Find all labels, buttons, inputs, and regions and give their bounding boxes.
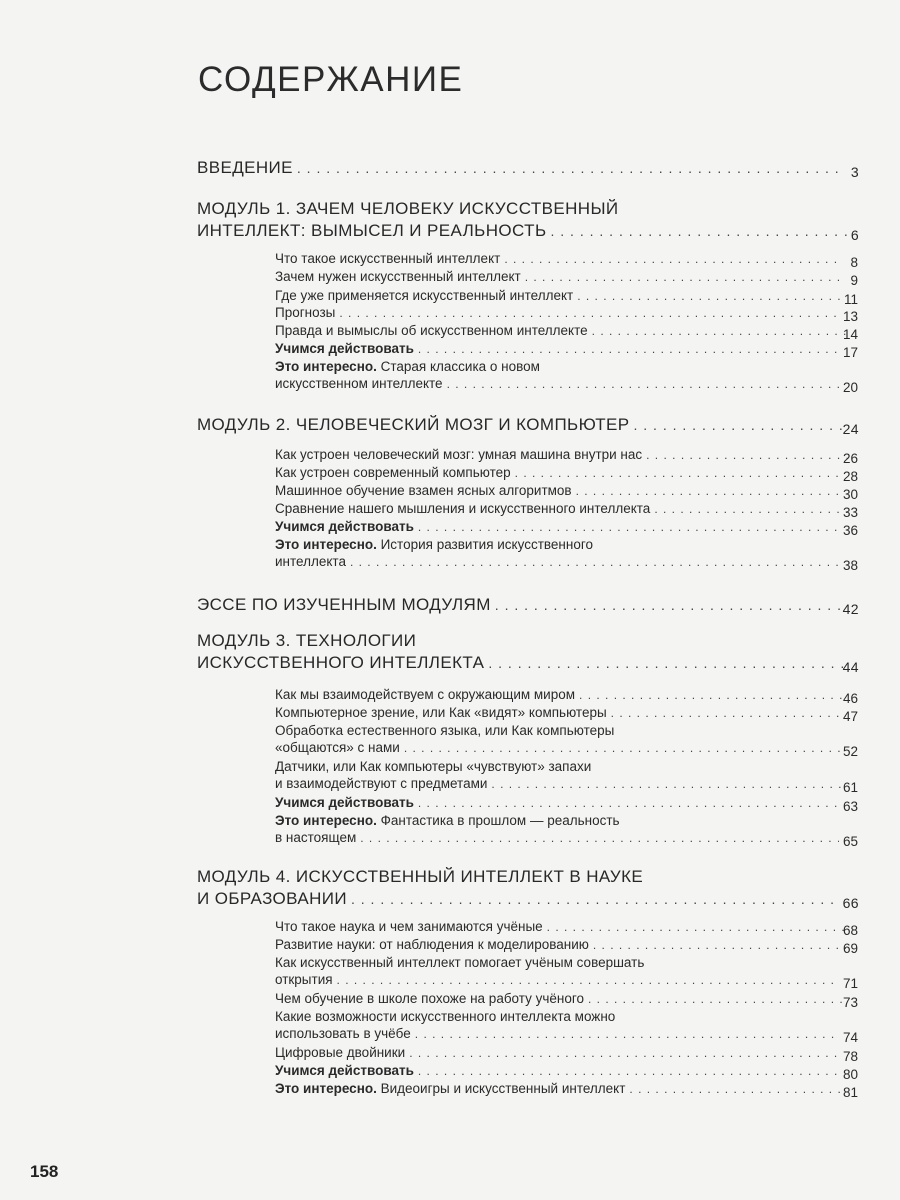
toc-section [197,630,859,674]
toc-item [275,287,858,305]
toc-page-number: 63 [842,799,858,814]
toc-item-text: Учимся действовать [275,341,414,356]
toc-item [275,686,858,704]
toc-page-number: 69 [842,941,858,956]
toc-item-text: Цифровые двойники [275,1045,406,1060]
toc-item-text: Как устроен современный компьютер [275,465,511,480]
toc-item [275,322,858,340]
dot-leader [351,888,841,910]
toc-item [275,918,858,936]
toc-page-number: 24 [842,421,859,437]
dot-leader [646,447,847,464]
dot-leader [547,919,845,936]
page-title: СОДЕРЖАНИЕ [198,60,464,99]
toc-item-text: и взаимодействуют с предметами [275,776,488,791]
toc-item-text: интеллекта [275,554,346,569]
dot-leader [339,305,838,322]
toc-page-number: 28 [842,469,858,484]
toc-page-number: 66 [842,895,859,911]
toc-item-text: Это интересно. Видеоигры и искусственный интеллект [275,1081,626,1096]
toc-item-text: ИНТЕЛЛЕКТ: ВЫМЫСЕЛ И РЕАЛЬНОСТЬ [197,221,547,240]
toc-item-text: Это интересно. История развития искусственного [275,537,593,552]
toc-item-text: Сравнение нашего мышления и искусственного интеллекта [275,501,651,516]
toc-item-text: Что такое наука и чем занимаются учёные [275,919,543,934]
toc-item-text: Где уже применяется искусственный интеллект [275,288,574,303]
toc-item-text: Правда и вымыслы об искусственном интеллекте [275,323,588,338]
toc-item-text: «общаются» с нами [275,740,400,755]
toc-item [275,518,858,536]
toc-item [275,990,858,1008]
dot-leader [577,288,845,305]
dot-leader [634,414,849,436]
toc-page-number: 8 [850,255,858,270]
toc-item [275,358,858,393]
toc-item-text: Чем обучение в школе похоже на работу учёного [275,991,584,1006]
toc-page-number: 71 [842,976,858,991]
toc-item [275,340,858,358]
toc-page-number: 46 [842,691,858,706]
toc-page-number: 61 [842,780,858,795]
toc-item-text: Учимся действовать [275,1063,414,1078]
dot-leader [409,1045,840,1062]
toc-item-text: Развитие науки: от наблюдения к моделированию [275,937,589,952]
dot-leader [350,554,838,571]
dot-leader [297,157,840,179]
dot-leader [495,594,845,616]
toc-page-number: 6 [850,227,859,243]
toc-item-text: использовать в учёбе [275,1026,411,1041]
toc-page-number: 42 [842,601,859,617]
dot-leader [588,991,846,1008]
toc-page-number: 3 [850,164,859,180]
toc-section [197,198,859,242]
toc-item [275,704,858,722]
toc-item-text: Какие возможности искусственного интеллекта можно [275,1009,616,1024]
toc-item-text: ЭССЕ ПО ИЗУЧЕННЫМ МОДУЛЯМ [197,595,491,614]
toc-item [275,536,858,571]
toc-item-text: Учимся действовать [275,519,414,534]
toc-item [275,722,858,757]
toc-item [275,464,858,482]
dot-leader [579,687,845,704]
toc-section [197,414,859,436]
toc-item-text: открытия [275,972,333,987]
toc-item-text: Как устроен человеческий мозг: умная машина внутри нас [275,447,643,462]
toc-page-number: 11 [843,292,858,307]
dot-leader [415,1026,841,1043]
toc-item [275,250,858,268]
toc-item-text: Учимся действовать [275,795,414,810]
toc-item-text: МОДУЛЬ 4. ИСКУССТВЕННЫЙ ИНТЕЛЛЕКТ В НАУКЕ [197,867,644,886]
dot-leader [491,776,842,793]
toc-section [197,594,859,616]
dot-leader [404,740,840,757]
toc-page-number: 44 [842,659,859,675]
toc-item [275,446,858,464]
toc-item [275,1062,858,1080]
dot-leader [611,705,847,722]
toc-page-number: 30 [842,487,858,502]
toc-item-text: Машинное обучение взамен ясных алгоритмов [275,483,572,498]
toc-item [275,268,858,286]
toc-item [275,482,858,500]
toc-item-text: Как искусственный интеллект помогает учёным совершать [275,955,645,970]
toc-page-number: 38 [842,558,858,573]
toc-section [197,866,859,910]
toc-item-text: в настоящем [275,830,357,845]
dot-leader [629,1081,847,1098]
dot-leader [447,376,842,393]
toc-item [275,812,858,847]
dot-leader [551,220,847,242]
toc-item-text: Что такое искусственный интеллект [275,251,501,266]
dot-leader [654,501,847,518]
dot-leader [418,519,841,536]
toc-item-text: искусственном интеллекте [275,376,443,391]
toc-item-text: Как мы взаимодействуем с окружающим миром [275,687,576,702]
toc-item-text: Обработка естественного языка, или Как компьютеры [275,723,615,738]
toc-item-text: ИСКУССТВЕННОГО ИНТЕЛЛЕКТА [197,653,485,672]
dot-leader [360,830,838,847]
toc-item-text: Зачем нужен искусственный интеллект [275,269,521,284]
toc-page-number: 65 [842,834,858,849]
toc-page-number: 36 [842,523,858,538]
dot-leader [418,341,841,358]
toc-item [275,1008,858,1043]
toc-page-number: 78 [842,1049,858,1064]
toc-item [275,1080,858,1098]
toc-page-number: 26 [842,451,858,466]
dot-leader [593,937,846,954]
toc-page-number: 52 [842,744,858,759]
toc-item-text: ВВЕДЕНИЕ [197,158,293,177]
toc-page-number: 73 [842,995,858,1010]
toc-page-number: 9 [850,273,858,288]
toc-page-number: 74 [842,1030,858,1045]
dot-leader [525,269,844,286]
dot-leader [418,795,841,812]
toc-item [275,1044,858,1062]
toc-item-text: Прогнозы [275,305,336,320]
dot-leader [504,251,843,268]
toc-item-text: МОДУЛЬ 2. ЧЕЛОВЕЧЕСКИЙ МОЗГ И КОМПЬЮТЕР [197,415,630,434]
dot-leader [515,465,844,482]
dot-leader [488,652,845,674]
toc-item [275,500,858,518]
toc-item [275,936,858,954]
toc-page-number: 17 [842,345,858,360]
toc-page-number: 81 [842,1085,858,1100]
dot-leader [592,323,846,340]
toc-item [275,304,858,322]
toc-item-text: Это интересно. Старая классика о новом [275,359,540,374]
toc-item-text: МОДУЛЬ 3. ТЕХНОЛОГИИ [197,631,417,650]
toc-page-number: 20 [842,380,858,395]
toc-item-text: Это интересно. Фантастика в прошлом — реальность [275,813,620,828]
toc-section [197,157,859,179]
toc-item [275,954,858,989]
toc-page-number: 13 [842,309,858,324]
toc-item [275,794,858,812]
toc-item-text: Датчики, или Как компьютеры «чувствуют» запахи [275,759,592,774]
toc-page-number: 14 [842,327,858,342]
dot-leader [418,1063,841,1080]
toc-item-text: Компьютерное зрение, или Как «видят» компьютеры [275,705,607,720]
page-number: 158 [30,1162,59,1181]
dot-leader [337,972,838,989]
toc-page-number: 68 [842,923,858,938]
toc-item-text: И ОБРАЗОВАНИИ [197,889,347,908]
toc-page-number: 33 [842,505,858,520]
dot-leader [576,483,846,500]
toc-item-text: МОДУЛЬ 1. ЗАЧЕМ ЧЕЛОВЕКУ ИСКУССТВЕННЫЙ [197,199,619,218]
toc-page-number: 80 [842,1067,858,1082]
toc-page-number: 47 [842,709,858,724]
toc-item [275,758,858,793]
